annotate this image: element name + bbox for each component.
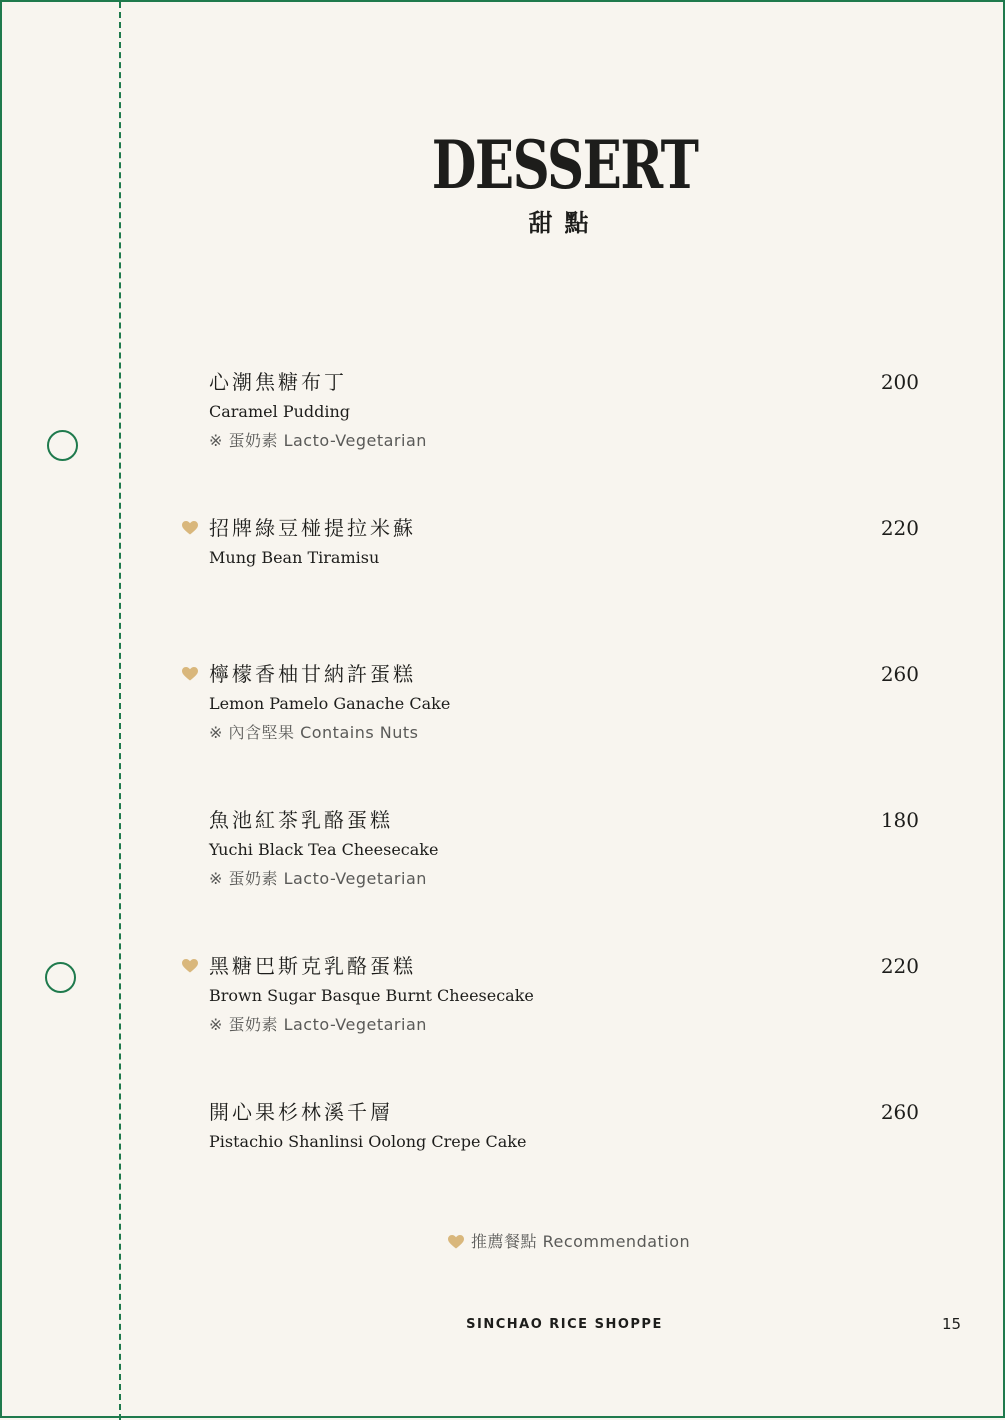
item-note: ※ 內含堅果 Contains Nuts — [209, 723, 419, 742]
item-price: 180 — [880, 808, 919, 832]
binder-hole-top — [47, 430, 78, 461]
item-name-zh: 魚池紅茶乳酪蛋糕 — [209, 808, 393, 832]
item-name-zh: 檸檬香柚甘納許蛋糕 — [209, 662, 416, 686]
page-subtitle: 甜點 — [528, 208, 601, 237]
item-name-en: Lemon Pamelo Ganache Cake — [209, 694, 451, 713]
item-note: ※ 蛋奶素 Lacto-Vegetarian — [209, 1015, 427, 1034]
recommendation-legend — [448, 1231, 690, 1253]
item-name-zh: 心潮焦糖布丁 — [209, 370, 347, 394]
menu-item — [209, 953, 919, 1036]
menu-item — [209, 661, 919, 744]
heart-icon — [182, 521, 198, 535]
menu-item — [209, 515, 919, 569]
item-price: 260 — [880, 1100, 919, 1124]
heart-icon — [448, 1235, 464, 1249]
page-title: DESSERT — [431, 126, 698, 204]
item-name-en: Yuchi Black Tea Cheesecake — [209, 840, 439, 859]
item-name-en: Mung Bean Tiramisu — [209, 548, 380, 567]
heart-icon — [182, 959, 198, 973]
item-name-en: Caramel Pudding — [209, 402, 351, 421]
item-name-en: Brown Sugar Basque Burnt Cheesecake — [209, 986, 534, 1005]
item-price: 220 — [880, 516, 919, 540]
binder-hole-bottom — [45, 962, 76, 993]
menu-item — [209, 1099, 919, 1153]
menu-item — [209, 807, 919, 890]
item-price: 200 — [880, 370, 919, 394]
heart-icon — [182, 667, 198, 681]
menu-item — [209, 369, 919, 452]
legend-label: 推薦餐點 Recommendation — [471, 1232, 691, 1251]
item-name-zh: 開心果杉林溪千層 — [209, 1100, 393, 1124]
item-note: ※ 蛋奶素 Lacto-Vegetarian — [209, 869, 427, 888]
item-note: ※ 蛋奶素 Lacto-Vegetarian — [209, 431, 427, 450]
page-number: 15 — [942, 1315, 962, 1333]
item-name-en: Pistachio Shanlinsi Oolong Crepe Cake — [209, 1132, 527, 1151]
item-price: 260 — [880, 662, 919, 686]
item-name-zh: 黑糖巴斯克乳酪蛋糕 — [209, 954, 416, 978]
item-name-zh: 招牌綠豆椪提拉米蘇 — [209, 516, 416, 540]
item-price: 220 — [880, 954, 919, 978]
footer-brand: SINCHAO RICE SHOPPE — [466, 1317, 663, 1332]
